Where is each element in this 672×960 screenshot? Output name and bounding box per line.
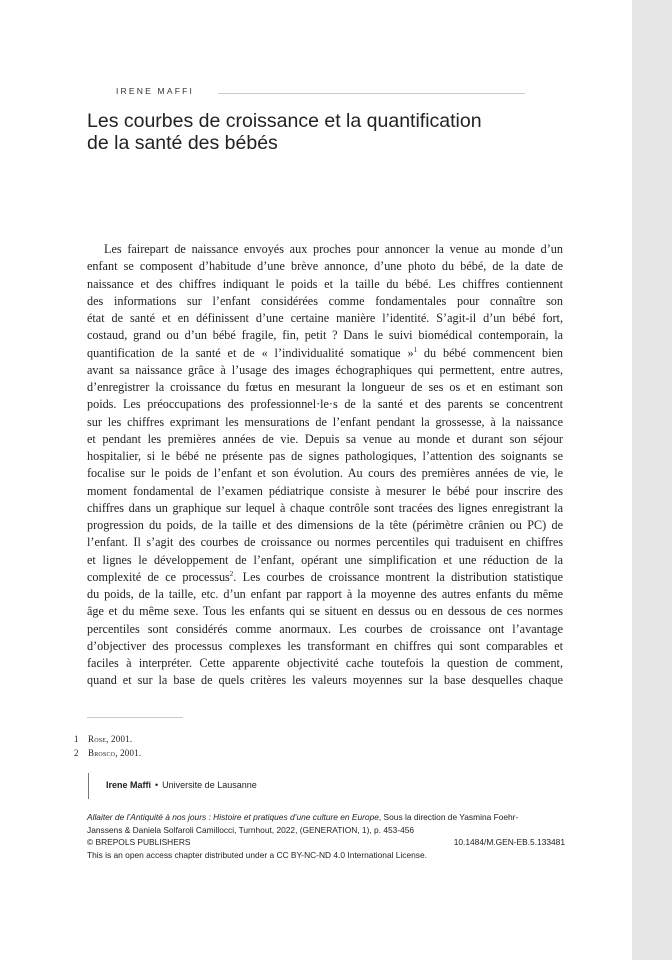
footnote-text: Brosco, 2001. <box>88 747 142 758</box>
citation-line <box>87 836 565 849</box>
author-affiliation <box>106 780 257 790</box>
citation-editors: , Sous la direction de Yasmina Foehr- <box>378 812 519 822</box>
body-paragraph <box>87 241 563 690</box>
affiliation-separator: • <box>155 780 159 790</box>
body-line: d’enregistrer la croissance du fœtus en mesurant la longueur de ses os et en estimant son <box>87 380 563 394</box>
chapter-title <box>87 110 547 154</box>
footnote-ref[interactable]: 1 <box>413 345 418 354</box>
running-header-author: IRENE MAFFI <box>116 86 195 96</box>
footnote-rule <box>87 717 183 718</box>
footnotes <box>74 733 141 760</box>
citation-line: Janssens & Daniela Solfaroli Camillocci, Turnhout, 2022, (GENERATION, 1), p. 453-456 <box>87 824 415 835</box>
body-line: avant sa naissance grâce à l’usage des images échographiques qui permettent, entre autres, <box>87 362 563 377</box>
body-line: faciles à interpréter. Cette apparente objectivité cache toutefois la question de comment, <box>87 656 563 670</box>
body-line: percentiles sont considérés comme anormaux. Les courbes de croissance ont l’avantage <box>87 621 563 636</box>
footnote-ref[interactable]: 2 <box>229 569 234 578</box>
body-line: focalise sur le poids de l’enfant et son évolution. Au cours des premières années de vie, le <box>87 466 563 481</box>
body-line-text: complexité de ce processus <box>87 569 230 584</box>
affiliation-bar <box>88 773 89 799</box>
footnote-text: Rose, 2001. <box>88 734 133 744</box>
body-line: et lignes le développement de l’enfant, opérant une simplification et une réduction de la <box>87 552 563 567</box>
footnote-item <box>74 733 141 747</box>
body-line-with-footnote <box>87 345 563 362</box>
body-line: naissance et des chiffres indiquant le poids et la taille du bébé. Les chiffres contiennent <box>87 276 563 291</box>
citation-publisher: © BREPOLS PUBLISHERS <box>87 837 191 847</box>
affiliation-institution: Universite de Lausanne <box>162 780 257 790</box>
citation-license: This is an open access chapter distributed under a CC BY-NC-ND 4.0 International License. <box>87 849 427 860</box>
body-line: du poids, de la taille, etc. d’un enfant par rapport à la moyenne des autres enfants du même <box>87 587 563 601</box>
body-line: costaud, grand ou d’un bébé fragile, fin, petit ? Dans le suivi biomédical contemporain, la <box>87 328 563 343</box>
body-line-with-footnote <box>87 569 563 586</box>
body-line: des informations sur l’enfant considérées comme fondamentales pour connaître son <box>87 293 563 308</box>
footnote-number: 1 <box>74 734 79 744</box>
body-line: d’objectiver des processus complexes les transformant en chiffres qui sont comparables et <box>87 638 563 653</box>
affiliation-author-name: Irene Maffi <box>106 780 152 790</box>
body-line: sur les chiffres exprimant les mensurations de l’enfant pendant la grossesse, à la naissance <box>87 414 563 429</box>
chapter-title-line: Les courbes de croissance et la quantification <box>87 110 482 132</box>
body-line: progression du poids, de la taille et des dimensions de la tête (périmètre crânien ou PC) de <box>87 518 563 532</box>
body-line: enfant se composent d’habitude d’une brève annonce, d’une photo du bébé, de la date de <box>87 259 563 274</box>
body-line: Les fairepart de naissance envoyés aux proches pour annoncer la venue au monde d’un <box>104 242 563 256</box>
body-line: et pendant les premières années de vie. Depuis sa venue au monde et durant son séjour <box>87 431 563 446</box>
body-line: état de santé et en définissent d’une certaine manière l’identité. S’agit-il d’un bébé fort, <box>87 311 563 325</box>
body-line: l’enfant. Il s’agit des courbes de croissance ou normes percentiles qui traduisent en chiffres <box>87 535 563 550</box>
body-line: âge et du même sexe. Tous les enfants qui se situent en dessus ou en dessous de ces normes <box>87 604 563 619</box>
body-line: chiffres dans un graphique sur lequel à chaque contrôle sont tracées des lignes enregistrant la <box>87 500 563 515</box>
body-line-text: du bébé commencent bien <box>417 345 563 360</box>
footnote-item <box>74 747 141 761</box>
body-line-text: quantification de la santé et de « l’individualité somatique » <box>87 345 414 360</box>
chapter-title-line: de la santé des bébés <box>87 132 278 154</box>
body-line: quand et sur la base de quels critères les valeurs moyennes sur la base desquelles chaque <box>87 673 563 688</box>
citation-block <box>87 811 565 861</box>
body-line-text: . Les courbes de croissance montrent la distribution statistique <box>233 569 563 584</box>
body-line: moment fondamental de l’examen pédiatrique consiste à mesurer le bébé pour inscrire des <box>87 483 563 498</box>
citation-doi[interactable]: 10.1484/M.GEN-EB.5.133481 <box>453 837 565 847</box>
footnote-number: 2 <box>74 747 79 758</box>
header-rule <box>218 93 525 94</box>
citation-line <box>87 811 565 824</box>
body-line: hospitalier, si le bébé ne présente pas de signes pathologiques, l’attention des soignants se <box>87 449 563 463</box>
body-line: poids. Les préoccupations des professionnel·le·s de la santé et des parents se concentrent <box>87 397 563 412</box>
citation-book-title: Allaiter de l’Antiquité à nos jours : Histoire et pratiques d’une culture en Europe <box>87 812 379 822</box>
page-gutter <box>632 0 672 960</box>
